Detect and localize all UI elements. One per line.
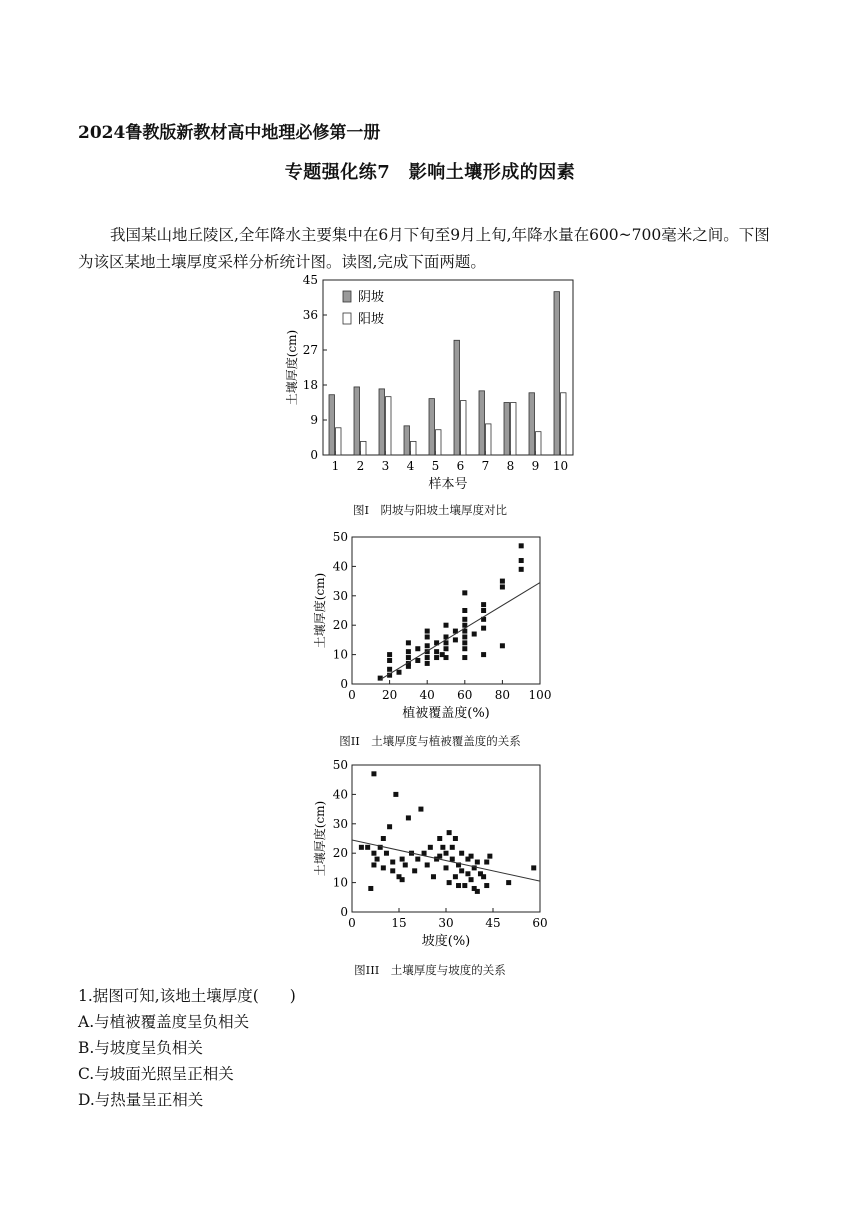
y-tick-label-4: 40 bbox=[332, 787, 348, 802]
figure-3-caption: 图III 土壤厚度与坡度的关系 bbox=[354, 963, 506, 977]
x-tick-label-4: 5 bbox=[431, 459, 440, 473]
scatter-chart-vegetation-svg bbox=[300, 527, 570, 727]
data-point-14 bbox=[393, 792, 398, 797]
x-tick-label-0: 1 bbox=[331, 459, 340, 473]
figure-1-caption: 图I 阴坡与阳坡土壤厚度对比 bbox=[352, 503, 508, 517]
bar-sun-8 bbox=[511, 403, 517, 456]
data-point-42 bbox=[459, 851, 464, 856]
x-tick-label-3: 45 bbox=[485, 916, 501, 930]
bar-shade-5 bbox=[429, 399, 435, 455]
data-point-0 bbox=[359, 845, 364, 850]
plot-frame bbox=[323, 280, 573, 455]
data-point-17 bbox=[400, 857, 405, 862]
bar-shade-8 bbox=[504, 403, 510, 456]
data-point-22 bbox=[415, 857, 420, 862]
data-point-48 bbox=[519, 567, 524, 572]
data-point-33 bbox=[462, 634, 467, 639]
data-point-30 bbox=[437, 836, 442, 841]
x-tick-label-4: 60 bbox=[532, 916, 548, 930]
data-point-27 bbox=[431, 874, 436, 879]
y-tick-label-2: 20 bbox=[332, 846, 348, 861]
bar-sun-9 bbox=[536, 432, 542, 455]
data-point-12 bbox=[390, 860, 395, 865]
y-tick-label-5: 50 bbox=[332, 758, 348, 772]
x-tick-label-3: 4 bbox=[406, 459, 415, 473]
data-point-40 bbox=[456, 883, 461, 888]
bar-sun-6 bbox=[461, 401, 467, 455]
data-point-23 bbox=[418, 807, 423, 812]
data-point-19 bbox=[406, 815, 411, 820]
data-point-47 bbox=[469, 877, 474, 882]
option-b[interactable]: B.与坡度呈负相关 bbox=[78, 1039, 203, 1057]
data-point-17 bbox=[425, 634, 430, 639]
data-point-50 bbox=[519, 543, 524, 548]
data-point-37 bbox=[462, 608, 467, 613]
y-tick-label-1: 10 bbox=[332, 647, 348, 662]
bar-shade-1 bbox=[329, 395, 335, 455]
data-point-31 bbox=[440, 845, 445, 850]
data-point-56 bbox=[484, 860, 489, 865]
y-tick-label-1: 10 bbox=[332, 875, 348, 890]
bar-shade-4 bbox=[404, 426, 410, 455]
bar-shade-2 bbox=[354, 387, 360, 455]
intro-paragraph: 我国某山地丘陵区,全年降水主要集中在6月下旬至9月上旬,年降水量在600~700毫米之间。下图为该区某地土壤厚度采样分析统计图。读图,完成下面两题。 bbox=[78, 226, 770, 271]
data-point-39 bbox=[453, 836, 458, 841]
data-point-20 bbox=[434, 649, 439, 654]
data-point-3 bbox=[371, 862, 376, 867]
figure-2-caption: 图II 土壤厚度与植被覆盖度的关系 bbox=[339, 734, 521, 748]
data-point-3 bbox=[387, 658, 392, 663]
document-header: 2024鲁教版新教材高中地理必修第一册 bbox=[78, 123, 381, 143]
bar-shade-3 bbox=[379, 389, 385, 455]
data-point-24 bbox=[444, 646, 449, 651]
x-tick-label-1: 20 bbox=[381, 688, 398, 702]
bar-sun-1 bbox=[336, 428, 342, 455]
bar-sun-7 bbox=[486, 424, 492, 455]
data-point-9 bbox=[381, 836, 386, 841]
x-tick-label-2: 3 bbox=[381, 459, 390, 473]
data-point-54 bbox=[481, 874, 486, 879]
data-point-51 bbox=[475, 889, 480, 894]
x-tick-label-5: 6 bbox=[456, 459, 465, 473]
data-point-38 bbox=[453, 874, 458, 879]
bar-shade-9 bbox=[529, 393, 535, 455]
data-point-5 bbox=[397, 670, 402, 675]
data-point-55 bbox=[484, 883, 489, 888]
data-point-13 bbox=[425, 661, 430, 666]
data-point-14 bbox=[425, 655, 430, 660]
data-point-9 bbox=[406, 649, 411, 654]
bar-chart-svg bbox=[272, 272, 582, 502]
y-tick-label-0: 0 bbox=[340, 905, 348, 919]
bar-sun-10 bbox=[561, 393, 567, 455]
y-tick-label-0: 0 bbox=[310, 448, 318, 462]
data-point-47 bbox=[500, 579, 505, 584]
data-point-32 bbox=[462, 640, 467, 645]
data-point-26 bbox=[428, 845, 433, 850]
data-point-43 bbox=[459, 868, 464, 873]
data-point-43 bbox=[481, 608, 486, 613]
data-point-46 bbox=[500, 584, 505, 589]
x-tick-label-5: 100 bbox=[528, 688, 552, 702]
x-tick-label-2: 40 bbox=[419, 688, 435, 702]
data-point-18 bbox=[425, 629, 430, 634]
data-point-21 bbox=[412, 868, 417, 873]
option-a[interactable]: A.与植被覆盖度呈负相关 bbox=[78, 1013, 250, 1031]
data-point-23 bbox=[444, 655, 449, 660]
data-point-5 bbox=[371, 771, 376, 776]
x-tick-label-9: 10 bbox=[552, 459, 569, 473]
legend-swatch-1 bbox=[343, 313, 351, 324]
bar-sun-2 bbox=[361, 441, 367, 455]
bar-sun-5 bbox=[436, 430, 442, 455]
x-tick-label-6: 7 bbox=[481, 459, 490, 473]
data-point-35 bbox=[447, 880, 452, 885]
data-point-27 bbox=[444, 623, 449, 628]
data-point-36 bbox=[462, 617, 467, 622]
trend-line bbox=[380, 583, 540, 680]
data-point-59 bbox=[531, 865, 536, 870]
data-point-10 bbox=[406, 640, 411, 645]
y-axis-label: 土壤厚度(cm) bbox=[313, 572, 327, 649]
data-point-40 bbox=[481, 652, 486, 657]
data-point-39 bbox=[472, 632, 477, 637]
x-axis-label: 样本号 bbox=[428, 477, 468, 492]
x-tick-label-4: 80 bbox=[494, 688, 511, 702]
data-point-49 bbox=[519, 558, 524, 563]
data-point-8 bbox=[381, 865, 386, 870]
data-point-19 bbox=[434, 655, 439, 660]
x-tick-label-0: 0 bbox=[348, 916, 356, 930]
x-tick-label-3: 60 bbox=[457, 688, 473, 702]
plot-frame bbox=[352, 765, 540, 912]
data-point-37 bbox=[450, 845, 455, 850]
bar-sun-4 bbox=[411, 441, 417, 455]
plot-frame bbox=[352, 537, 540, 684]
bar-sun-3 bbox=[386, 397, 392, 455]
data-point-28 bbox=[453, 637, 458, 642]
data-point-10 bbox=[384, 851, 389, 856]
option-d[interactable]: D.与热量呈正相关 bbox=[78, 1091, 204, 1109]
y-tick-label-1: 9 bbox=[310, 413, 318, 427]
y-tick-label-4: 40 bbox=[332, 559, 348, 574]
y-tick-label-3: 27 bbox=[302, 343, 318, 357]
document-title: 专题强化练7 影响土壤形成的因素 bbox=[284, 162, 576, 183]
bar-shade-10 bbox=[554, 292, 560, 455]
data-point-30 bbox=[462, 655, 467, 660]
question-1 bbox=[78, 983, 296, 1113]
data-point-31 bbox=[462, 646, 467, 651]
data-point-4 bbox=[371, 851, 376, 856]
legend-label-1: 阳坡 bbox=[358, 312, 385, 327]
data-point-45 bbox=[465, 871, 470, 876]
data-point-6 bbox=[375, 857, 380, 862]
data-point-48 bbox=[469, 854, 474, 859]
legend-label-0: 阴坡 bbox=[358, 290, 385, 305]
scatter-chart-slope-svg bbox=[300, 755, 570, 955]
data-point-38 bbox=[462, 590, 467, 595]
y-tick-label-5: 50 bbox=[332, 530, 348, 544]
data-point-52 bbox=[475, 860, 480, 865]
bar-shade-6 bbox=[454, 340, 460, 455]
data-point-2 bbox=[387, 667, 392, 672]
data-point-34 bbox=[447, 830, 452, 835]
x-tick-label-0: 0 bbox=[348, 688, 356, 702]
trend-line bbox=[352, 840, 540, 881]
x-tick-label-8: 9 bbox=[531, 459, 540, 473]
data-point-11 bbox=[415, 658, 420, 663]
data-point-11 bbox=[387, 824, 392, 829]
figure-2-scatter-chart bbox=[300, 527, 570, 727]
figure-3-scatter-chart bbox=[300, 755, 570, 955]
data-point-16 bbox=[425, 643, 430, 648]
x-axis-label: 坡度(%) bbox=[421, 934, 471, 949]
option-c[interactable]: C.与坡面光照呈正相关 bbox=[78, 1065, 234, 1083]
data-point-45 bbox=[500, 643, 505, 648]
y-axis-label: 土壤厚度(cm) bbox=[285, 329, 299, 406]
x-tick-label-1: 15 bbox=[391, 916, 407, 930]
figure-1-bar-chart bbox=[272, 272, 582, 502]
y-tick-label-3: 30 bbox=[332, 816, 348, 831]
data-point-18 bbox=[403, 862, 408, 867]
y-tick-label-5: 45 bbox=[302, 273, 318, 287]
data-point-44 bbox=[481, 602, 486, 607]
data-point-25 bbox=[425, 862, 430, 867]
data-point-36 bbox=[450, 857, 455, 862]
x-tick-label-1: 2 bbox=[356, 459, 365, 473]
y-tick-label-2: 20 bbox=[332, 618, 348, 633]
y-axis-label: 土壤厚度(cm) bbox=[313, 800, 327, 877]
legend-swatch-0 bbox=[343, 291, 351, 302]
data-point-8 bbox=[406, 655, 411, 660]
bar-shade-7 bbox=[479, 391, 485, 455]
data-point-2 bbox=[368, 886, 373, 891]
data-point-13 bbox=[390, 868, 395, 873]
y-tick-label-0: 0 bbox=[340, 677, 348, 691]
data-point-4 bbox=[387, 652, 392, 657]
data-point-12 bbox=[415, 646, 420, 651]
data-point-57 bbox=[487, 854, 492, 859]
data-point-44 bbox=[462, 883, 467, 888]
y-tick-label-3: 30 bbox=[332, 588, 348, 603]
data-point-16 bbox=[400, 877, 405, 882]
y-tick-label-2: 18 bbox=[302, 378, 318, 392]
data-point-32 bbox=[444, 865, 449, 870]
x-axis-label: 植被覆盖度(%) bbox=[402, 706, 490, 721]
x-tick-label-2: 30 bbox=[438, 916, 454, 930]
question-stem: 1.据图可知,该地土壤厚度( ) bbox=[78, 987, 296, 1005]
data-point-33 bbox=[444, 851, 449, 856]
data-point-1 bbox=[365, 845, 370, 850]
data-point-41 bbox=[481, 626, 486, 631]
data-point-58 bbox=[506, 880, 511, 885]
data-point-29 bbox=[437, 854, 442, 859]
x-tick-label-7: 8 bbox=[506, 459, 515, 473]
y-tick-label-4: 36 bbox=[302, 308, 318, 322]
